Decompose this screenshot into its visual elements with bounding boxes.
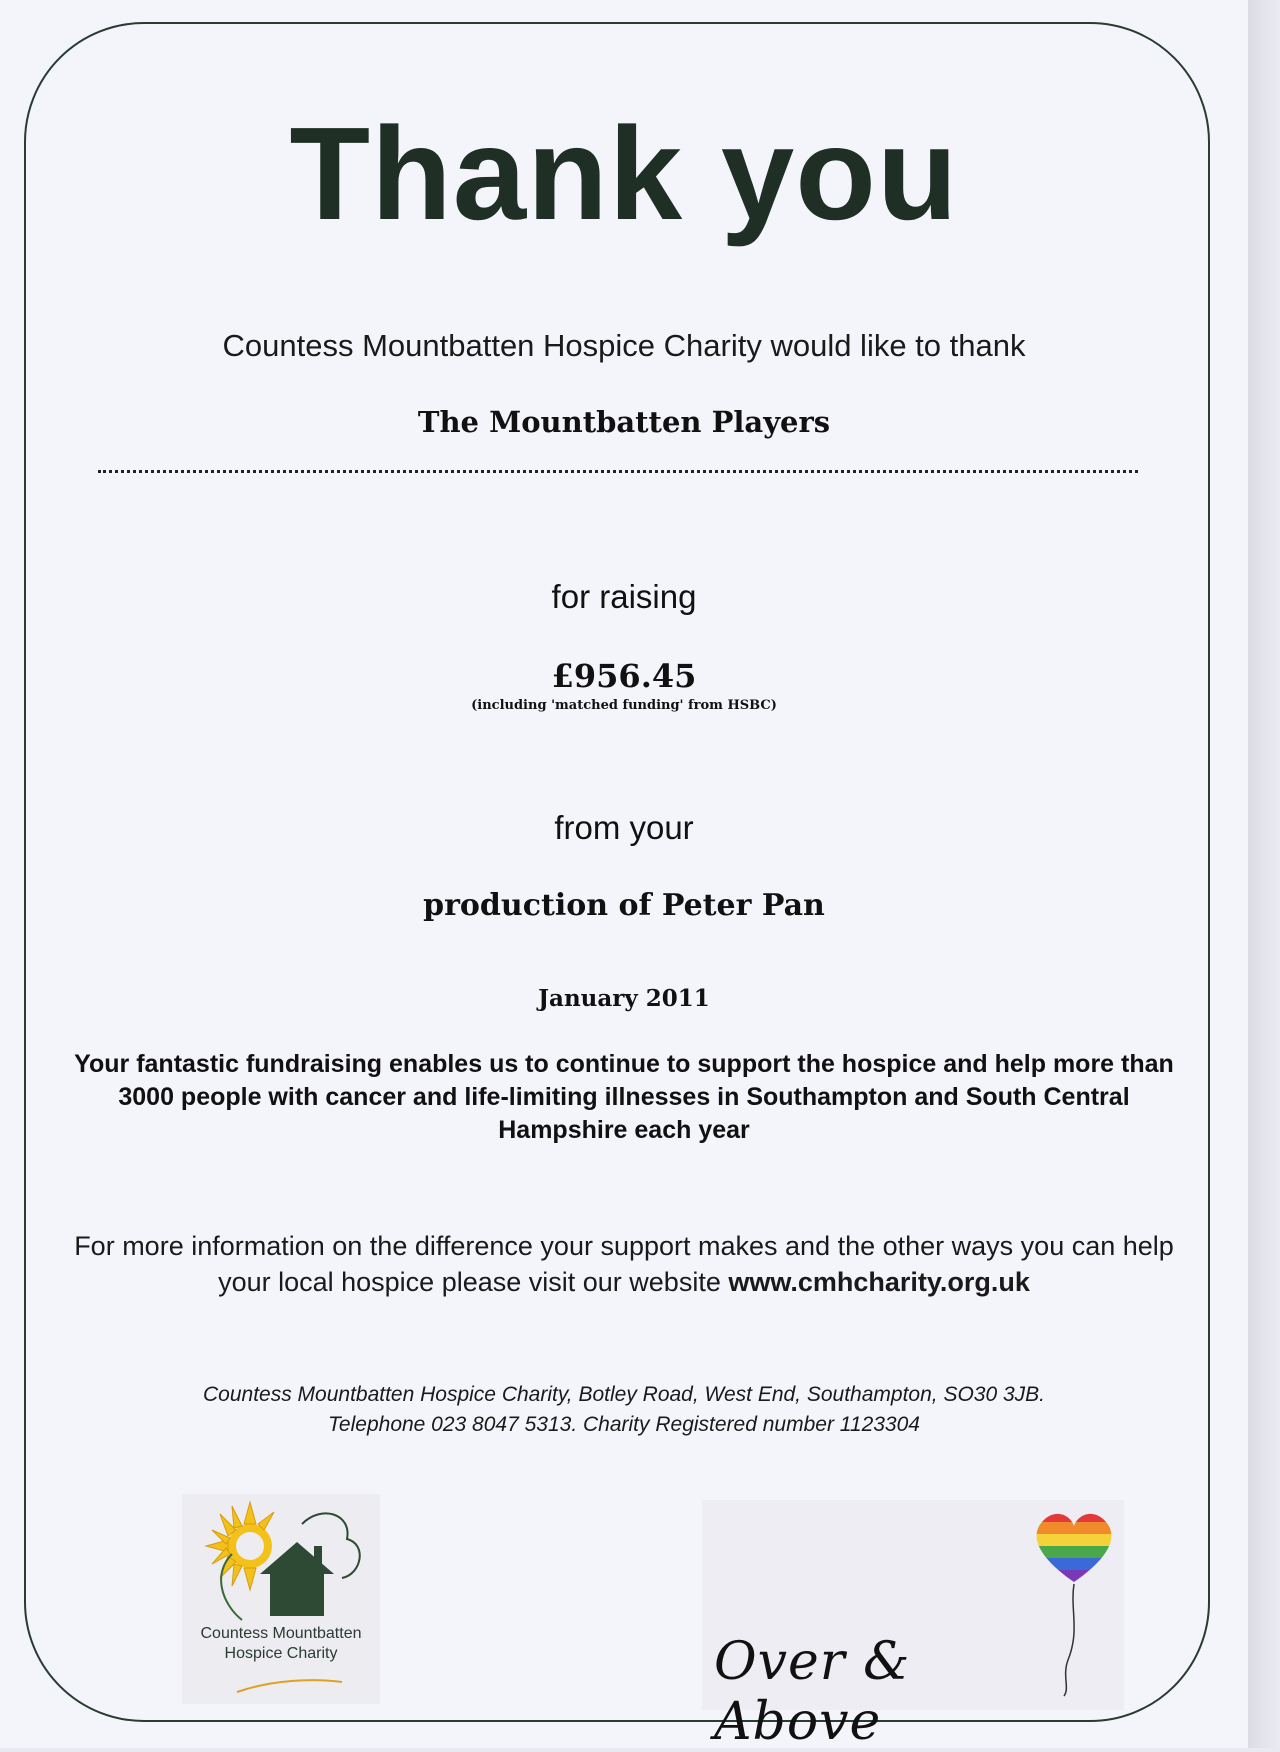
amount-note: (including 'matched funding' from HSBC) xyxy=(471,698,777,713)
sun-house-logo-icon xyxy=(182,1494,380,1624)
more-info-text: For more information on the difference your support makes and the other ways you can help your local hospice please visit our website xyxy=(74,1231,1174,1297)
production-name: production of Peter Pan xyxy=(423,888,825,923)
house-icon xyxy=(260,1542,334,1616)
impact-statement: Your fantastic fundraising enables us to continue to support the hospice and help more than 3000 people with cancer and life-limiting illnesses in Southampton and South Central Hampshire each year xyxy=(74,1050,1174,1144)
over-and-above-logo xyxy=(702,1500,1124,1752)
rounded-border-frame xyxy=(24,22,1210,1722)
website-link[interactable]: www.cmhcharity.org.uk xyxy=(728,1267,1030,1297)
swoosh-icon xyxy=(182,1676,380,1696)
scan-edge xyxy=(1248,0,1280,1748)
intro-text: Countess Mountbatten Hospice Charity would like to thank xyxy=(222,328,1026,363)
more-info-paragraph xyxy=(50,1228,1198,1300)
logo-text-line-1: Countess Mountbatten xyxy=(200,1625,362,1642)
for-raising-label: for raising xyxy=(551,578,697,615)
raised-amount: £956.45 xyxy=(551,657,697,695)
dotted-divider xyxy=(98,470,1138,473)
address-line-2: Telephone 023 8047 5313. Charity Registered number 1123304 xyxy=(328,1413,920,1436)
charity-address xyxy=(60,1380,1188,1440)
logo-text-line-2: Hospice Charity xyxy=(224,1645,338,1662)
event-date: January 2011 xyxy=(538,985,710,1012)
from-your-label: from your xyxy=(554,809,694,846)
charity-logo xyxy=(182,1494,380,1704)
recipient-name: The Mountbatten Players xyxy=(417,405,831,439)
sun-icon xyxy=(206,1502,274,1590)
over-and-above-text: Over & Above xyxy=(714,1632,911,1752)
address-line-1: Countess Mountbatten Hospice Charity, Botley Road, West End, Southampton, SO30 3JB. xyxy=(202,1383,1045,1406)
title-heading: Thank you xyxy=(289,100,959,247)
